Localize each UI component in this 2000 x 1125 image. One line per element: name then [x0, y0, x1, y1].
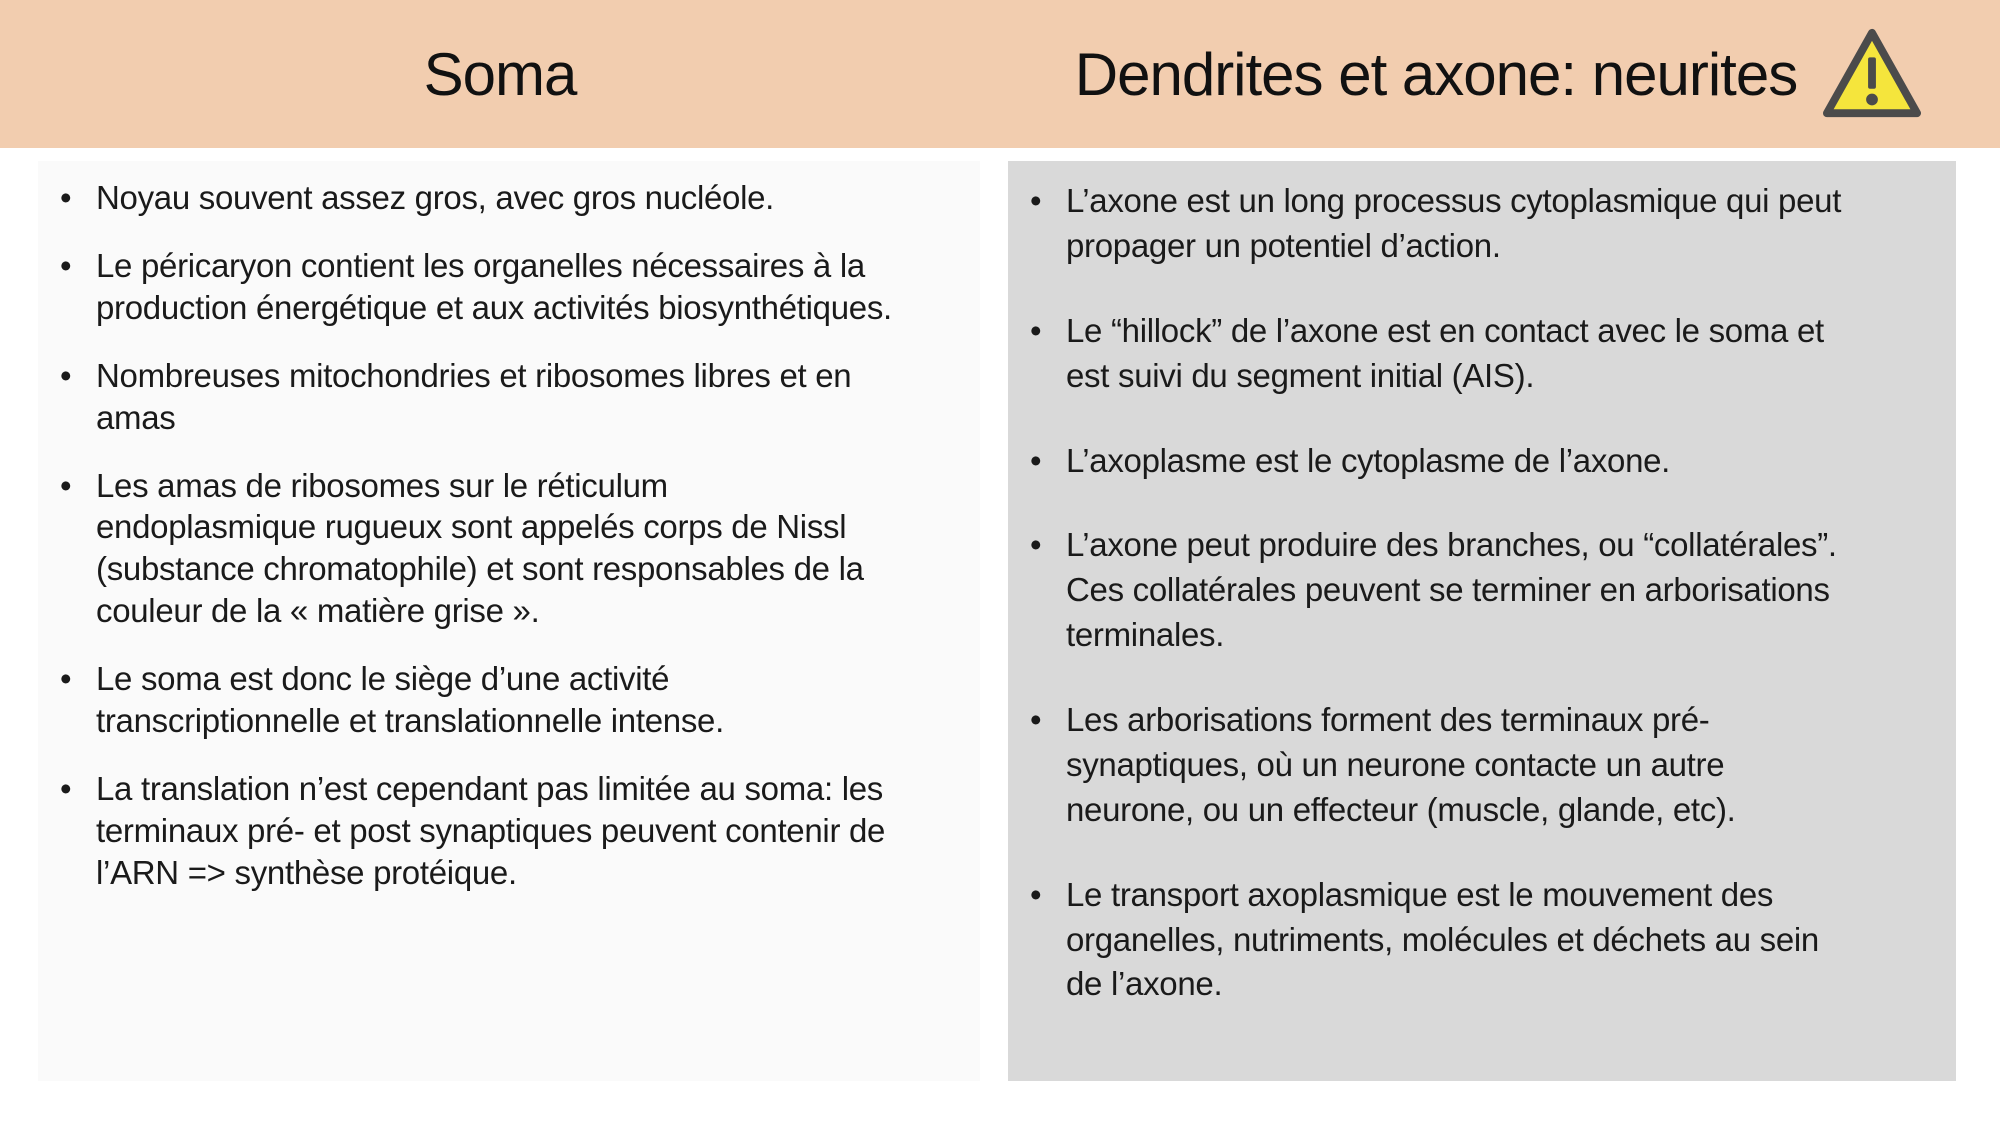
- list-item: • Le “hillock” de l’axone est en contact avec le soma et est suivi du segment initial (AIS).: [1022, 309, 1844, 399]
- list-item: • Le soma est donc le siège d’une activité transcriptionnelle et translationnelle intense.: [52, 658, 896, 742]
- neurites-bullet-list: [1022, 179, 1918, 1007]
- list-item: • Les arborisations forment des terminaux pré-synaptiques, où un neurone contacte un autre neurone, ou un effecteur (muscle, glande, etc).: [1022, 698, 1844, 833]
- list-item: • Noyau souvent assez gros, avec gros nucléole.: [52, 177, 896, 219]
- list-item: • Le transport axoplasmique est le mouvement des organelles, nutriments, molécules et déchets au sein de l’axone.: [1022, 873, 1844, 1008]
- list-item: • L’axone peut produire des branches, ou “collatérales”. Ces collatérales peuvent se terminer en arborisations terminales.: [1022, 523, 1844, 658]
- list-item: • Le péricaryon contient les organelles nécessaires à la production énergétique et aux activités biosynthétiques.: [52, 245, 896, 329]
- warning-triangle-icon: [1819, 25, 1925, 123]
- soma-bullet-list: [52, 177, 942, 894]
- slide-header: [0, 0, 2000, 148]
- list-item: • La translation n’est cependant pas limitée au soma: les terminaux pré- et post synaptiques peuvent contenir de l’ARN => synthèse protéique.: [52, 768, 896, 894]
- list-item: • Nombreuses mitochondries et ribosomes libres et en amas: [52, 355, 896, 439]
- list-item: • L’axoplasme est le cytoplasme de l’axone.: [1022, 439, 1844, 484]
- header-right: [1000, 0, 2000, 148]
- neurites-panel: [1008, 161, 1956, 1081]
- list-item: • Les amas de ribosomes sur le réticulum endoplasmique rugueux sont appelés corps de Nissl (substance chromatophile) et sont responsables de la couleur de la « matière grise ».: [52, 465, 896, 633]
- list-item: • L’axone est un long processus cytoplasmique qui peut propager un potentiel d’action.: [1022, 179, 1844, 269]
- neurites-title: Dendrites et axone: neurites: [1074, 40, 1798, 108]
- soma-title: Soma: [423, 40, 577, 108]
- soma-panel: [38, 161, 980, 1081]
- header-left: [0, 0, 1000, 148]
